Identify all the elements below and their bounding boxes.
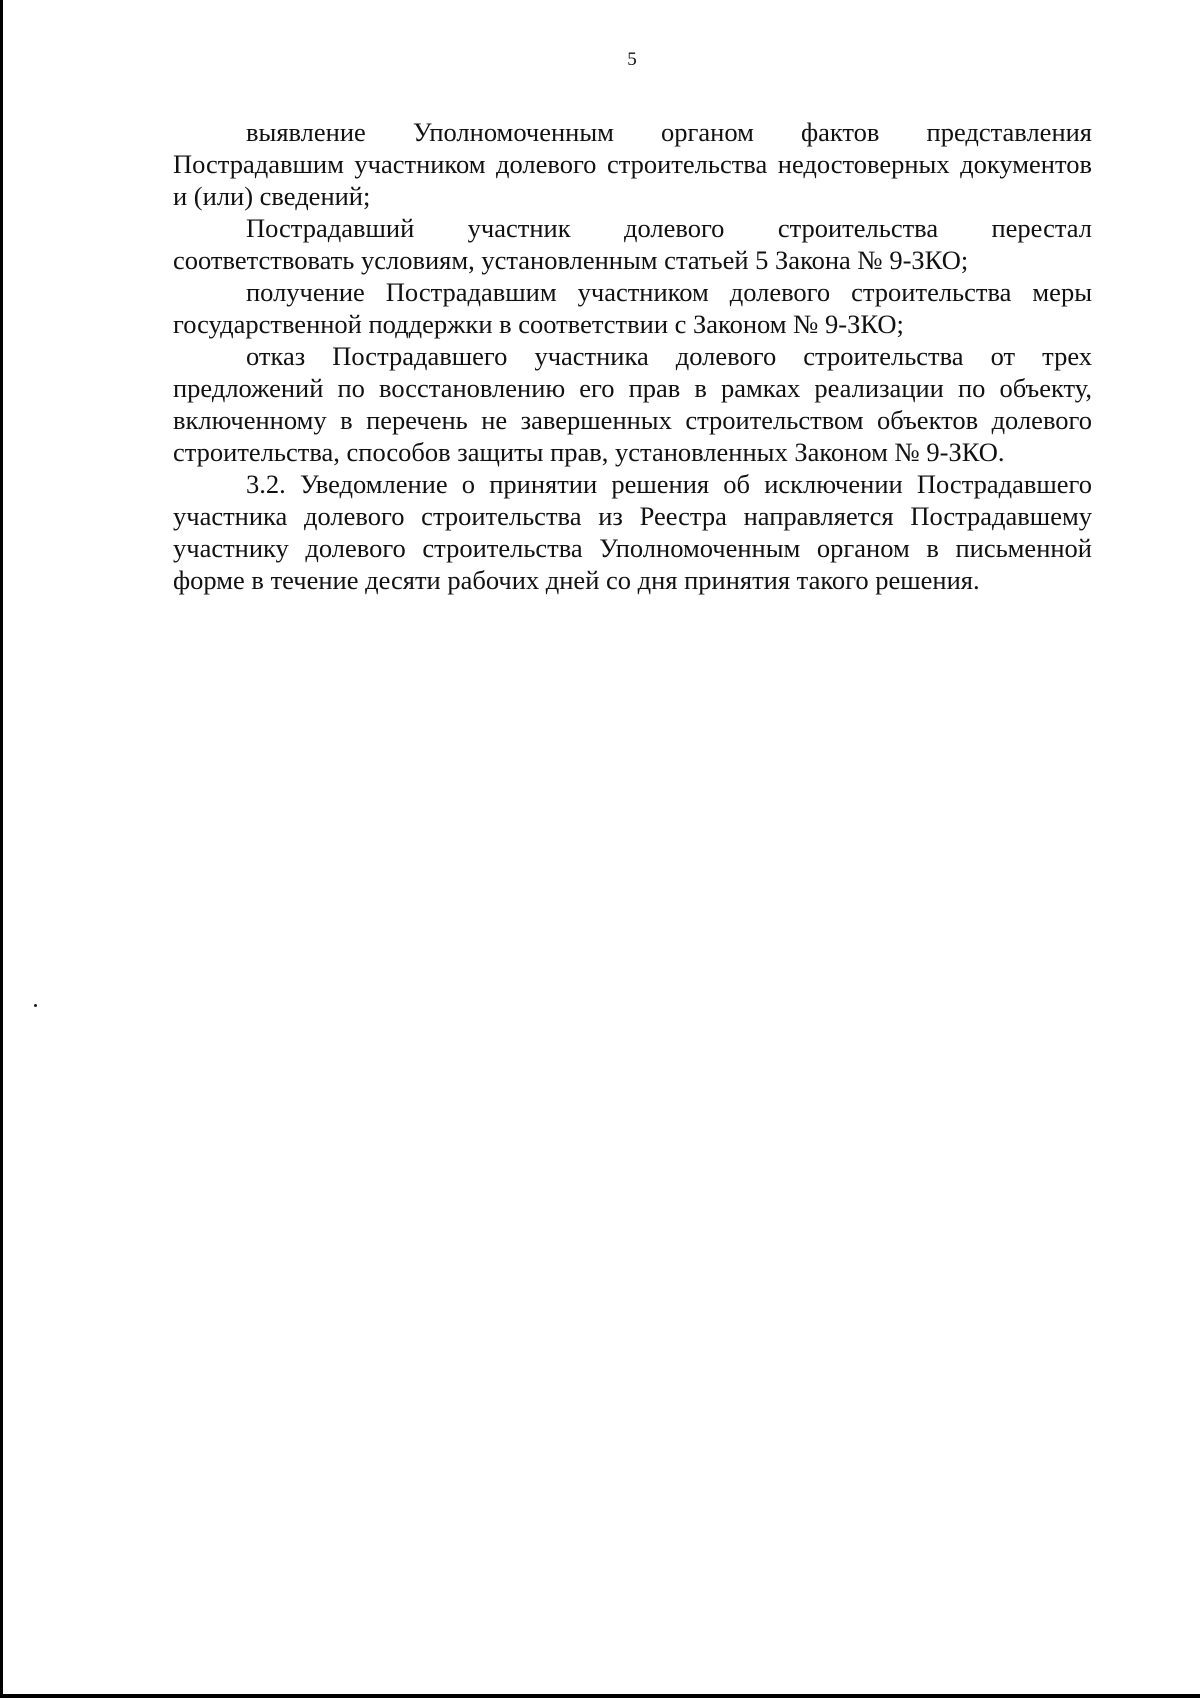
scan-edge-bottom — [0, 1694, 1200, 1698]
law-reference: № 9-ЗКО. — [894, 437, 1005, 467]
paragraph-state-support-received: получение Пострадавшим участником долевого строительства меры государственной поддержки в соответствии с Законом № 9-ЗКО; — [173, 277, 1092, 339]
document-body — [173, 116, 1092, 596]
paragraph-notification-3-2: 3.2. Уведомление о принятии решения об исключении Пострадавшего участника долевого строительства из Реестра направляется Пострадавшему участнику долевого строительства Уполномоченным органом в письменной форме в течение десяти рабочих дней со дня принятия такого решения. — [173, 469, 1092, 595]
paragraph-refusal-of-offers-text: отказ Пострадавшего участника долевого строительства от трех предложений по восстановлению его прав в рамках реализации по объекту, включенному в перечень не завершенных строительством объектов долевого строительства, способов защиты прав, установленных Законом — [173, 341, 1092, 467]
paragraph-refusal-of-offers — [173, 340, 1092, 468]
paragraph-condition-mismatch-text: Пострадавший участник долевого строительства перестал соответствовать условиям, установленным статьей 5 Закона — [173, 213, 1092, 275]
scan-edge-left — [0, 0, 3, 1698]
paragraph-document-falsification: выявление Уполномоченным органом фактов представления Пострадавшим участником долевого строительства недостоверных документов и (или) сведений; — [173, 117, 1092, 211]
page-number: 5 — [627, 49, 637, 70]
scan-speck — [34, 1004, 37, 1007]
law-reference: № 9-ЗКО; — [857, 245, 969, 275]
paragraph-condition-mismatch — [173, 212, 1092, 276]
